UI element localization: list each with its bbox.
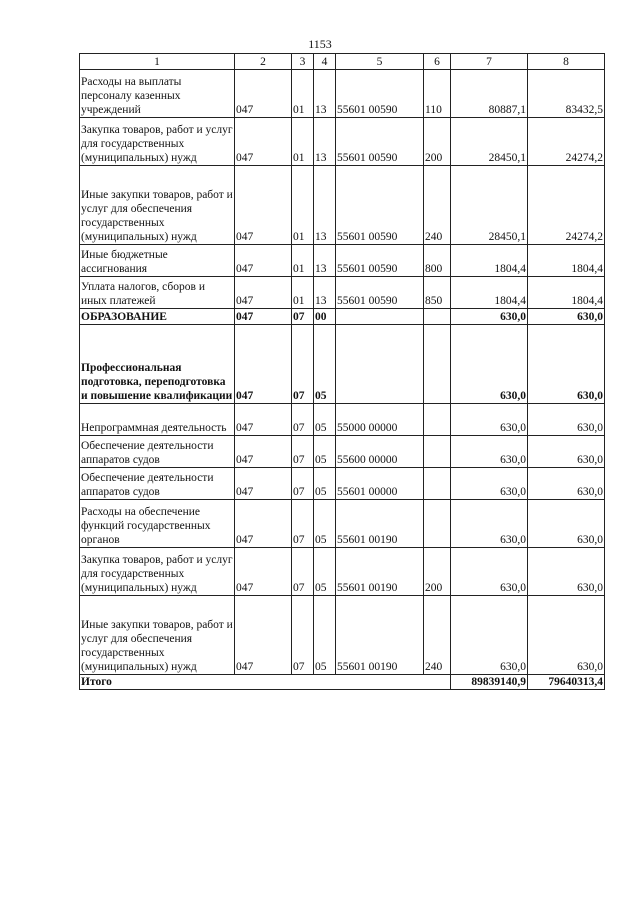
row-c4-cell: 05 <box>314 596 336 675</box>
row-c6-cell: 200 <box>424 118 451 166</box>
table-row <box>80 596 605 675</box>
table-row <box>80 245 605 277</box>
table-row <box>80 70 605 118</box>
row-c3-cell: 01 <box>292 166 314 245</box>
row-c8-cell: 1804,4 <box>528 245 605 277</box>
row-c6-cell: 110 <box>424 70 451 118</box>
row-c3-cell: 07 <box>292 596 314 675</box>
row-c7-cell: 630,0 <box>451 436 528 468</box>
row-c6-cell: 800 <box>424 245 451 277</box>
row-c2-cell: 047 <box>235 596 292 675</box>
row-name-cell: Иные закупки товаров, работ и услуг для обеспечения государственных (муниципальных) нужд <box>80 166 235 245</box>
row-c4-cell: 05 <box>314 404 336 436</box>
budget-table <box>79 53 605 690</box>
row-name-cell: Иные закупки товаров, работ и услуг для обеспечения государственных (муниципальных) нужд <box>80 596 235 675</box>
row-c5-cell: 55600 00000 <box>336 436 424 468</box>
row-c3-cell: 01 <box>292 277 314 309</box>
row-name-cell: Расходы на выплаты персоналу казенных учреждений <box>80 70 235 118</box>
row-c5-cell: 55601 00590 <box>336 277 424 309</box>
row-c4-cell: 13 <box>314 277 336 309</box>
header-cell: 1 <box>80 54 235 70</box>
row-c5-cell: 55000 00000 <box>336 404 424 436</box>
row-c3-cell: 07 <box>292 325 314 404</box>
row-c8-cell: 630,0 <box>528 548 605 596</box>
row-c3-cell: 01 <box>292 245 314 277</box>
row-c2-cell: 047 <box>235 404 292 436</box>
row-c2-cell: 047 <box>235 309 292 325</box>
row-c3-cell: 07 <box>292 548 314 596</box>
row-c3-cell: 07 <box>292 436 314 468</box>
row-c2-cell: 047 <box>235 70 292 118</box>
row-c3-cell: 01 <box>292 118 314 166</box>
row-c4-cell: 05 <box>314 500 336 548</box>
row-c4-cell: 05 <box>314 436 336 468</box>
row-c7-cell: 630,0 <box>451 596 528 675</box>
row-c8-cell: 24274,2 <box>528 118 605 166</box>
row-c4-cell: 05 <box>314 325 336 404</box>
row-c6-cell <box>424 500 451 548</box>
row-c7-cell: 28450,1 <box>451 118 528 166</box>
row-c4-cell: 13 <box>314 70 336 118</box>
row-c7-cell: 28450,1 <box>451 166 528 245</box>
row-c2-cell: 047 <box>235 500 292 548</box>
header-cell: 5 <box>336 54 424 70</box>
row-c5-cell: 55601 00590 <box>336 118 424 166</box>
table-row <box>80 166 605 245</box>
header-cell: 6 <box>424 54 451 70</box>
row-c4-cell: 00 <box>314 309 336 325</box>
table-row <box>80 500 605 548</box>
row-c5-cell: 55601 00590 <box>336 166 424 245</box>
row-c3-cell: 07 <box>292 468 314 500</box>
row-c7-cell: 630,0 <box>451 325 528 404</box>
header-cell: 2 <box>235 54 292 70</box>
row-c8-cell: 630,0 <box>528 309 605 325</box>
row-name-cell: Уплата налогов, сборов и иных платежей <box>80 277 235 309</box>
row-c6-cell <box>424 404 451 436</box>
table-row <box>80 468 605 500</box>
total-c7-cell: 89839140,9 <box>451 675 528 690</box>
page-number: 1153 <box>308 37 332 51</box>
row-c3-cell: 01 <box>292 70 314 118</box>
row-c8-cell: 630,0 <box>528 325 605 404</box>
row-c7-cell: 1804,4 <box>451 277 528 309</box>
row-c7-cell: 1804,4 <box>451 245 528 277</box>
row-c6-cell: 240 <box>424 166 451 245</box>
row-c2-cell: 047 <box>235 245 292 277</box>
row-c7-cell: 80887,1 <box>451 70 528 118</box>
table-row <box>80 309 605 325</box>
row-c4-cell: 05 <box>314 548 336 596</box>
row-c4-cell: 13 <box>314 166 336 245</box>
table-row <box>80 118 605 166</box>
row-c5-cell <box>336 325 424 404</box>
row-c2-cell: 047 <box>235 436 292 468</box>
row-c8-cell: 630,0 <box>528 500 605 548</box>
row-c5-cell: 55601 00000 <box>336 468 424 500</box>
row-name-cell: ОБРАЗОВАНИЕ <box>80 309 235 325</box>
header-row <box>80 54 605 70</box>
table-row <box>80 404 605 436</box>
row-c6-cell <box>424 309 451 325</box>
row-c2-cell: 047 <box>235 548 292 596</box>
row-c5-cell: 55601 00190 <box>336 548 424 596</box>
row-c6-cell: 850 <box>424 277 451 309</box>
table-row <box>80 325 605 404</box>
row-c5-cell: 55601 00190 <box>336 500 424 548</box>
header-cell: 4 <box>314 54 336 70</box>
row-c5-cell: 55601 00590 <box>336 245 424 277</box>
row-c7-cell: 630,0 <box>451 404 528 436</box>
row-c7-cell: 630,0 <box>451 548 528 596</box>
row-c8-cell: 630,0 <box>528 404 605 436</box>
row-c3-cell: 07 <box>292 500 314 548</box>
row-c5-cell: 55601 00590 <box>336 70 424 118</box>
table-row <box>80 548 605 596</box>
row-c6-cell: 200 <box>424 548 451 596</box>
row-c3-cell: 07 <box>292 309 314 325</box>
row-c8-cell: 630,0 <box>528 596 605 675</box>
row-c5-cell: 55601 00190 <box>336 596 424 675</box>
row-c2-cell: 047 <box>235 277 292 309</box>
row-c4-cell: 05 <box>314 468 336 500</box>
row-c7-cell: 630,0 <box>451 468 528 500</box>
row-name-cell: Непрограммная деятельность <box>80 404 235 436</box>
row-c2-cell: 047 <box>235 325 292 404</box>
row-c8-cell: 24274,2 <box>528 166 605 245</box>
row-c5-cell <box>336 309 424 325</box>
row-name-cell: Иные бюджетные ассигнования <box>80 245 235 277</box>
table-row <box>80 277 605 309</box>
header-cell: 3 <box>292 54 314 70</box>
total-c8-cell: 79640313,4 <box>528 675 605 690</box>
row-c4-cell: 13 <box>314 118 336 166</box>
table-row <box>80 436 605 468</box>
header-cell: 7 <box>451 54 528 70</box>
row-c8-cell: 630,0 <box>528 468 605 500</box>
row-c2-cell: 047 <box>235 118 292 166</box>
row-c6-cell: 240 <box>424 596 451 675</box>
row-c7-cell: 630,0 <box>451 500 528 548</box>
row-c8-cell: 83432,5 <box>528 70 605 118</box>
row-name-cell: Закупка товаров, работ и услуг для государственных (муниципальных) нужд <box>80 118 235 166</box>
header-cell: 8 <box>528 54 605 70</box>
row-name-cell: Профессиональная подготовка, переподготовка и повышение квалификации <box>80 325 235 404</box>
row-name-cell: Закупка товаров, работ и услуг для государственных (муниципальных) нужд <box>80 548 235 596</box>
row-c6-cell <box>424 468 451 500</box>
row-c2-cell: 047 <box>235 468 292 500</box>
row-c3-cell: 07 <box>292 404 314 436</box>
row-name-cell: Обеспечение деятельности аппаратов судов <box>80 436 235 468</box>
row-name-cell: Расходы на обеспечение функций государственных органов <box>80 500 235 548</box>
row-c4-cell: 13 <box>314 245 336 277</box>
row-name-cell: Обеспечение деятельности аппаратов судов <box>80 468 235 500</box>
row-c7-cell: 630,0 <box>451 309 528 325</box>
row-c6-cell <box>424 325 451 404</box>
row-c2-cell: 047 <box>235 166 292 245</box>
row-c8-cell: 630,0 <box>528 436 605 468</box>
row-c6-cell <box>424 436 451 468</box>
row-c8-cell: 1804,4 <box>528 277 605 309</box>
total-label: Итого <box>80 675 451 690</box>
total-row <box>80 675 605 690</box>
